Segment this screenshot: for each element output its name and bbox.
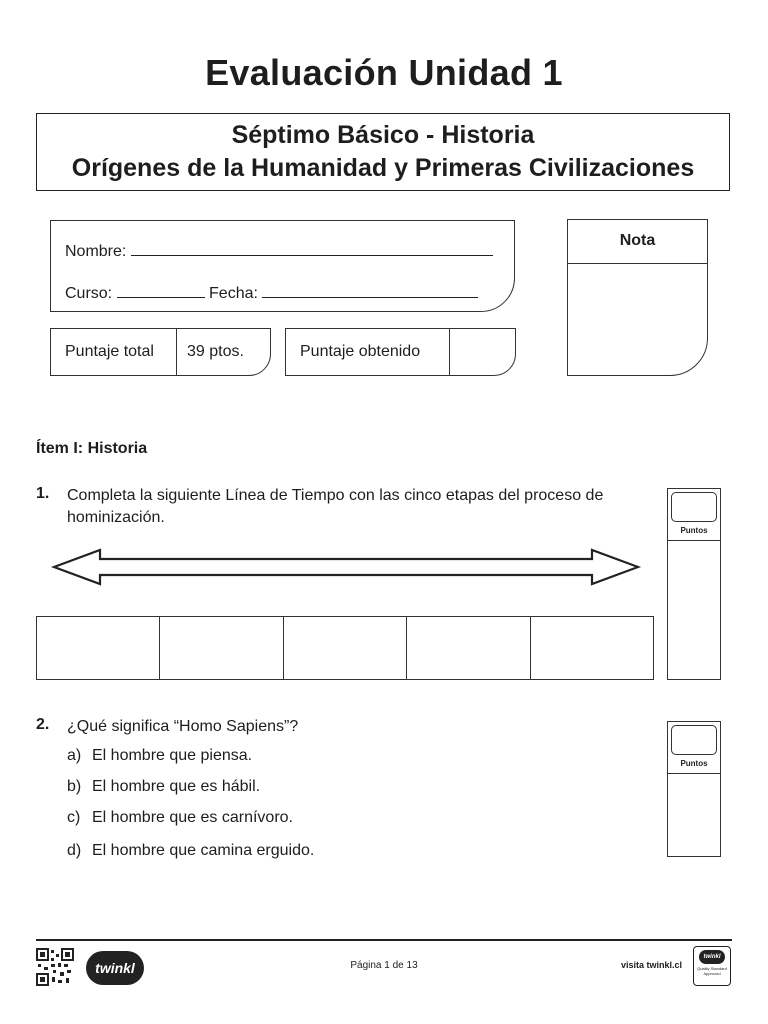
date-label: Fecha: [209, 285, 258, 302]
points-divider [668, 773, 720, 774]
subtitle-line-1: Séptimo Básico - Historia [231, 121, 535, 149]
footer-divider [36, 939, 732, 941]
page-number: Página 1 de 13 [350, 960, 418, 971]
question-1-points-label: Puntos [680, 526, 708, 535]
quality-badge [693, 946, 731, 986]
option-text: El hombre que es carnívoro. [92, 809, 293, 826]
question-2-text: ¿Qué significa “Homo Sapiens”? [67, 718, 299, 735]
question-2-points-box [667, 721, 721, 857]
course-field[interactable] [117, 283, 205, 298]
option-b[interactable] [67, 778, 260, 796]
date-field[interactable] [262, 283, 478, 298]
section-title: Ítem I: Historia [36, 440, 148, 457]
obtained-score-field[interactable] [450, 329, 515, 375]
option-letter: c) [67, 809, 81, 826]
option-text: El hombre que camina erguido. [92, 842, 315, 859]
student-info-box [50, 220, 515, 312]
timeline-arrow [50, 546, 642, 588]
question-1-points-box [667, 488, 721, 680]
question-2-points-field[interactable] [671, 725, 717, 755]
question-2-number: 2. [36, 716, 50, 733]
grade-field[interactable] [568, 264, 707, 364]
page-title: Evaluación Unidad 1 [205, 52, 563, 93]
option-letter: b) [67, 778, 82, 795]
timeline-cell[interactable] [531, 617, 653, 679]
timeline-cell[interactable] [37, 617, 160, 679]
badge-text: Quality Standard Approved [697, 966, 727, 976]
total-score-box [50, 328, 271, 376]
timeline-cell[interactable] [407, 617, 530, 679]
grade-box [567, 219, 708, 376]
total-score-value: 39 ptos. [187, 343, 244, 360]
course-date-row [65, 283, 478, 303]
total-score-label: Puntaje total [51, 329, 177, 375]
option-a[interactable] [67, 747, 252, 765]
option-letter: a) [67, 747, 82, 764]
points-divider [668, 540, 720, 541]
subtitle-line-2: Orígenes de la Humanidad y Primeras Civilizaciones [71, 154, 695, 182]
obtained-score-label: Puntaje obtenido [286, 329, 450, 375]
option-text: El hombre que es hábil. [92, 778, 261, 795]
name-row [65, 241, 493, 261]
badge-logo: twinkl [699, 950, 725, 964]
timeline-cells [36, 616, 654, 680]
visit-link[interactable]: visita twinkl.cl [621, 960, 683, 970]
option-letter: d) [67, 842, 82, 859]
name-field[interactable] [131, 241, 493, 256]
question-1-text: Completa la siguiente Línea de Tiempo con las cinco etapas del proceso de hominización. [67, 487, 604, 526]
name-label: Nombre: [65, 243, 127, 260]
option-d[interactable] [67, 842, 314, 860]
option-text: El hombre que piensa. [92, 747, 253, 764]
course-label: Curso: [65, 285, 113, 302]
logo-text: twinkl [95, 960, 135, 976]
option-c[interactable] [67, 809, 293, 827]
grade-label: Nota [568, 220, 707, 264]
timeline-cell[interactable] [284, 617, 407, 679]
subtitle-box [36, 113, 730, 191]
question-1-points-field[interactable] [671, 492, 717, 522]
obtained-score-box [285, 328, 516, 376]
question-2-points-label: Puntos [680, 759, 708, 768]
question-1-number: 1. [36, 485, 50, 502]
timeline-cell[interactable] [160, 617, 283, 679]
